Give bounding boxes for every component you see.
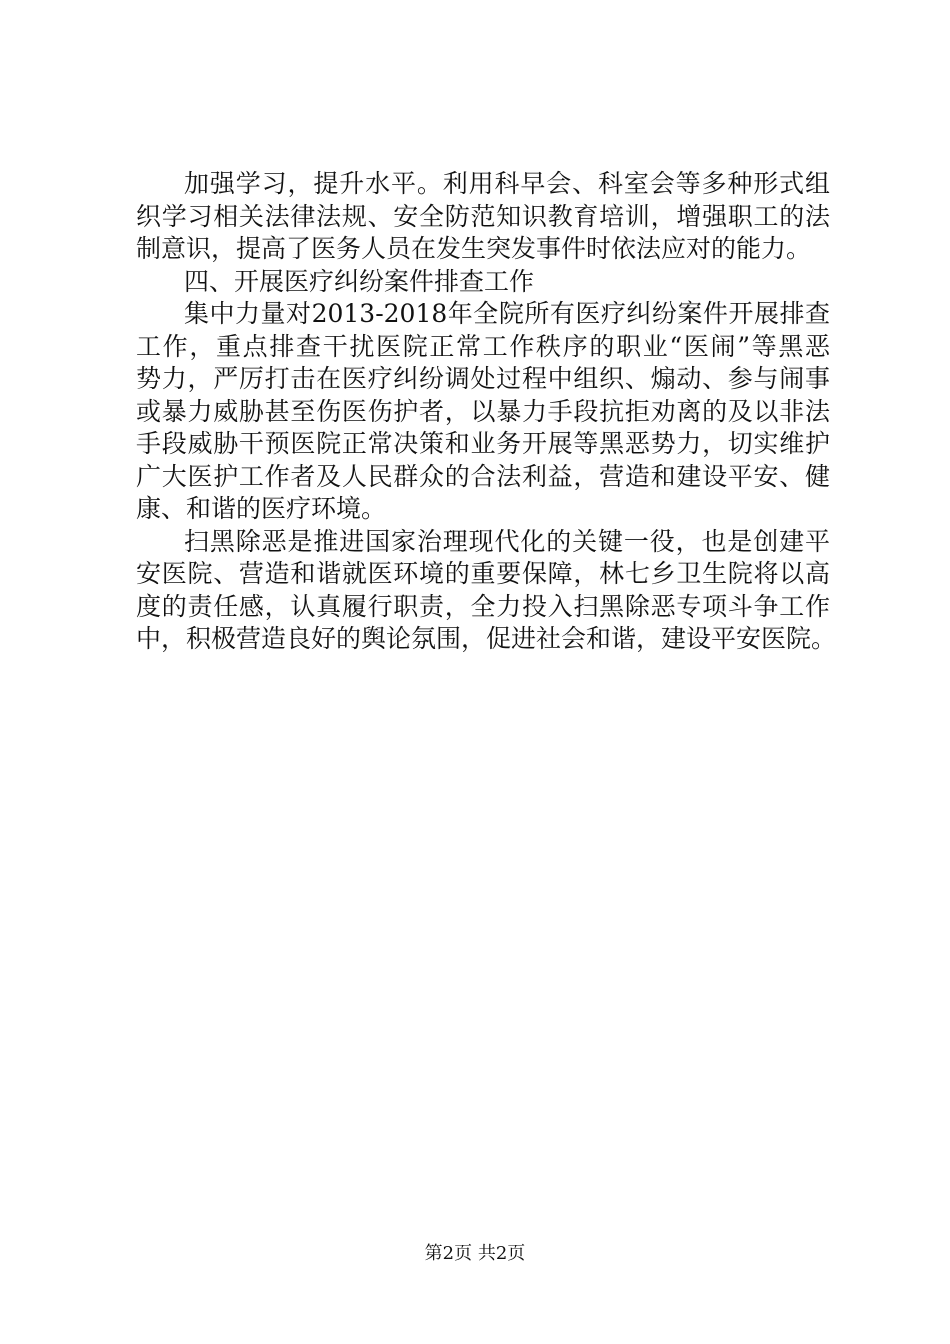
text-line: 广大医护工作者及人民群众的合法利益，营造和建设平安、健 [136, 461, 830, 491]
text-line: 或暴力威胁甚至伤医伤护者，以暴力手段抗拒劝离的及以非法 [136, 396, 830, 426]
section-heading [136, 266, 830, 299]
document-body [136, 168, 837, 656]
text-line: 度的责任感，认真履行职责，全力投入扫黑除恶专项斗争工作 [136, 591, 830, 621]
text-line: 工作，重点排查干扰医院正常工作秩序的职业“医闹”等黑恶 [136, 331, 830, 361]
text-line: 安医院、营造和谐就医环境的重要保障，林七乡卫生院将以高 [136, 559, 830, 588]
text-line: 扫黑除恶是推进国家治理现代化的关键一役，也是创建平 [184, 526, 830, 556]
text-line: 中，积极营造良好的舆论氛围，促进社会和谐，建设平安医院。 [136, 624, 837, 653]
paragraph-conclusion [136, 526, 837, 656]
text-line: 织学习相关法律法规、安全防范知识教育培训，增强职工的法 [136, 201, 830, 231]
text-line: 手段威胁干预医院正常决策和业务开展等黑恶势力，切实维护 [136, 429, 830, 458]
text-line: 势力，严厉打击在医疗纠纷调处过程中组织、煽动、参与闹事 [136, 364, 830, 393]
paragraph-study [136, 168, 830, 266]
text-line: 康、和谐的医疗环境。 [136, 494, 387, 523]
page-number-footer: 第2页 共2页 [424, 1243, 526, 1264]
text-line: 集中力量对2013-2018年全院所有医疗纠纷案件开展排查 [184, 299, 830, 328]
text-line: 制意识，提高了医务人员在发生突发事件时依法应对的能力。 [136, 234, 812, 263]
heading-text: 四、开展医疗纠纷案件排查工作 [184, 266, 535, 296]
paragraph-investigation [136, 298, 830, 526]
text-line: 加强学习，提升水平。利用科早会、科室会等多种形式组 [184, 169, 830, 198]
